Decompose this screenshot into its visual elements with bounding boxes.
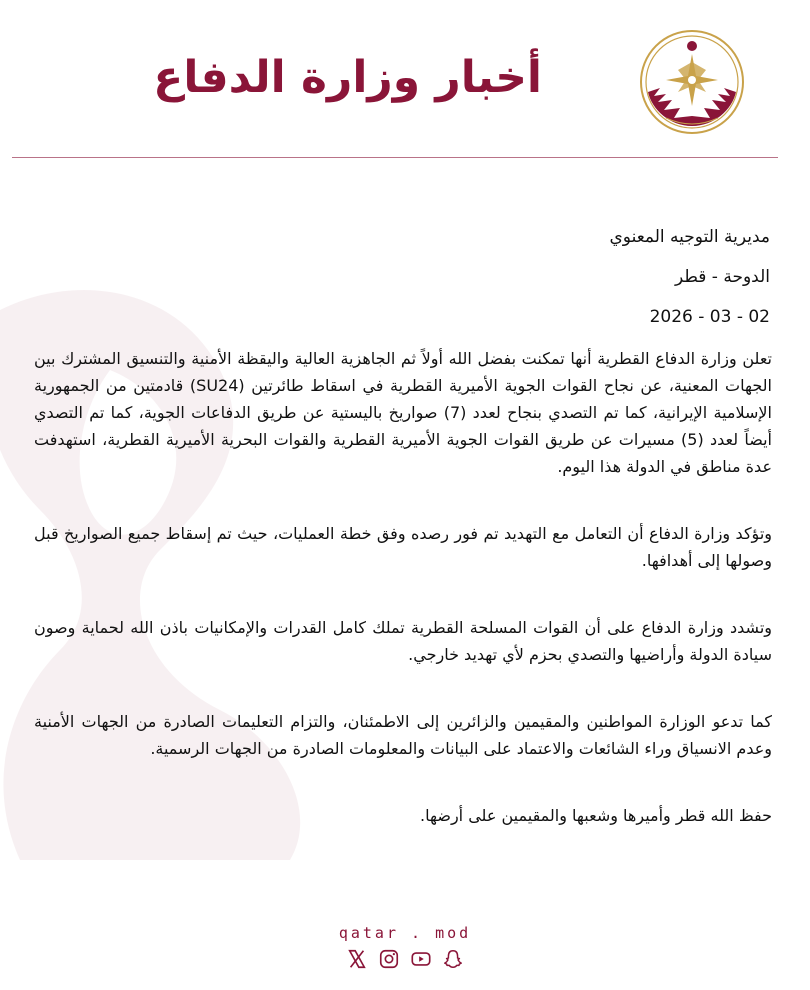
page-title: أخبار وزارة الدفاع [153,52,542,103]
paragraph-3: وتشدد وزارة الدفاع على أن القوات المسلحة القطرية تملك كامل القدرات والإمكانيات باذن الله لحماية وصون سيادة الدولة وأراضيها والتصدي بحزم لأي تهديد خارجي. [34,618,772,664]
instagram-icon[interactable] [378,948,400,970]
paragraph-5-closing: حفظ الله قطر وأميرها وشعبها والمقيمين على أرضها. [420,806,772,825]
page-header [0,0,810,160]
paragraph-2: وتؤكد وزارة الدفاع أن التعامل مع التهديد تم فور رصده وفق خطة العمليات، حيث تم إسقاط جميع الصواريخ قبل وصولها إلى أهدافها. [34,524,772,570]
snapchat-icon[interactable] [442,948,464,970]
department-name: مديرية التوجيه المعنوي [609,227,770,247]
social-icons [0,948,810,970]
social-handle[interactable]: qatar . mod [338,924,472,942]
paragraph-4: كما تدعو الوزارة المواطنين والمقيمين والزائرين إلى الاطمئنان، والتزام التعليمات الصادرة من الجهات الأمنية وعدم الانسياق وراء الشائعات والاعتماد على البيانات والمعلومات الصادرة من الجهات الرسمية. [34,712,772,758]
social-footer [0,920,810,980]
youtube-icon[interactable] [410,948,432,970]
header-divider [12,157,778,158]
paragraph-1: تعلن وزارة الدفاع القطرية أنها تمكنت بفضل الله أولاً ثم الجاهزية العالية واليقظة الأمنية والتنسيق المشترك بين الجهات المعنية، عن نجاح القوات الجوية الأميرية القطرية في اسقاط طائرتين (SU24) قادمتين من الجمهورية الإسلامية الإيرانية، كما تم التصدي بنجاح لعدد (7) صواريخ باليستية عن طريق الدفاعات الجوية، كما تم التصدي أيضاً لعدد (5) مسيرات عن طريق القوات الجوية الأميرية القطرية والقوات البحرية الأميرية القطرية، استهدفت عدة مناطق في الدولة هذا اليوم. [34,349,772,476]
date-line: 2026 - 03 - 02 [649,307,770,327]
location-line: الدوحة - قطر [674,267,770,287]
x-icon[interactable] [346,948,368,970]
ministry-emblem-icon [640,30,744,134]
statement-body [34,345,772,829]
